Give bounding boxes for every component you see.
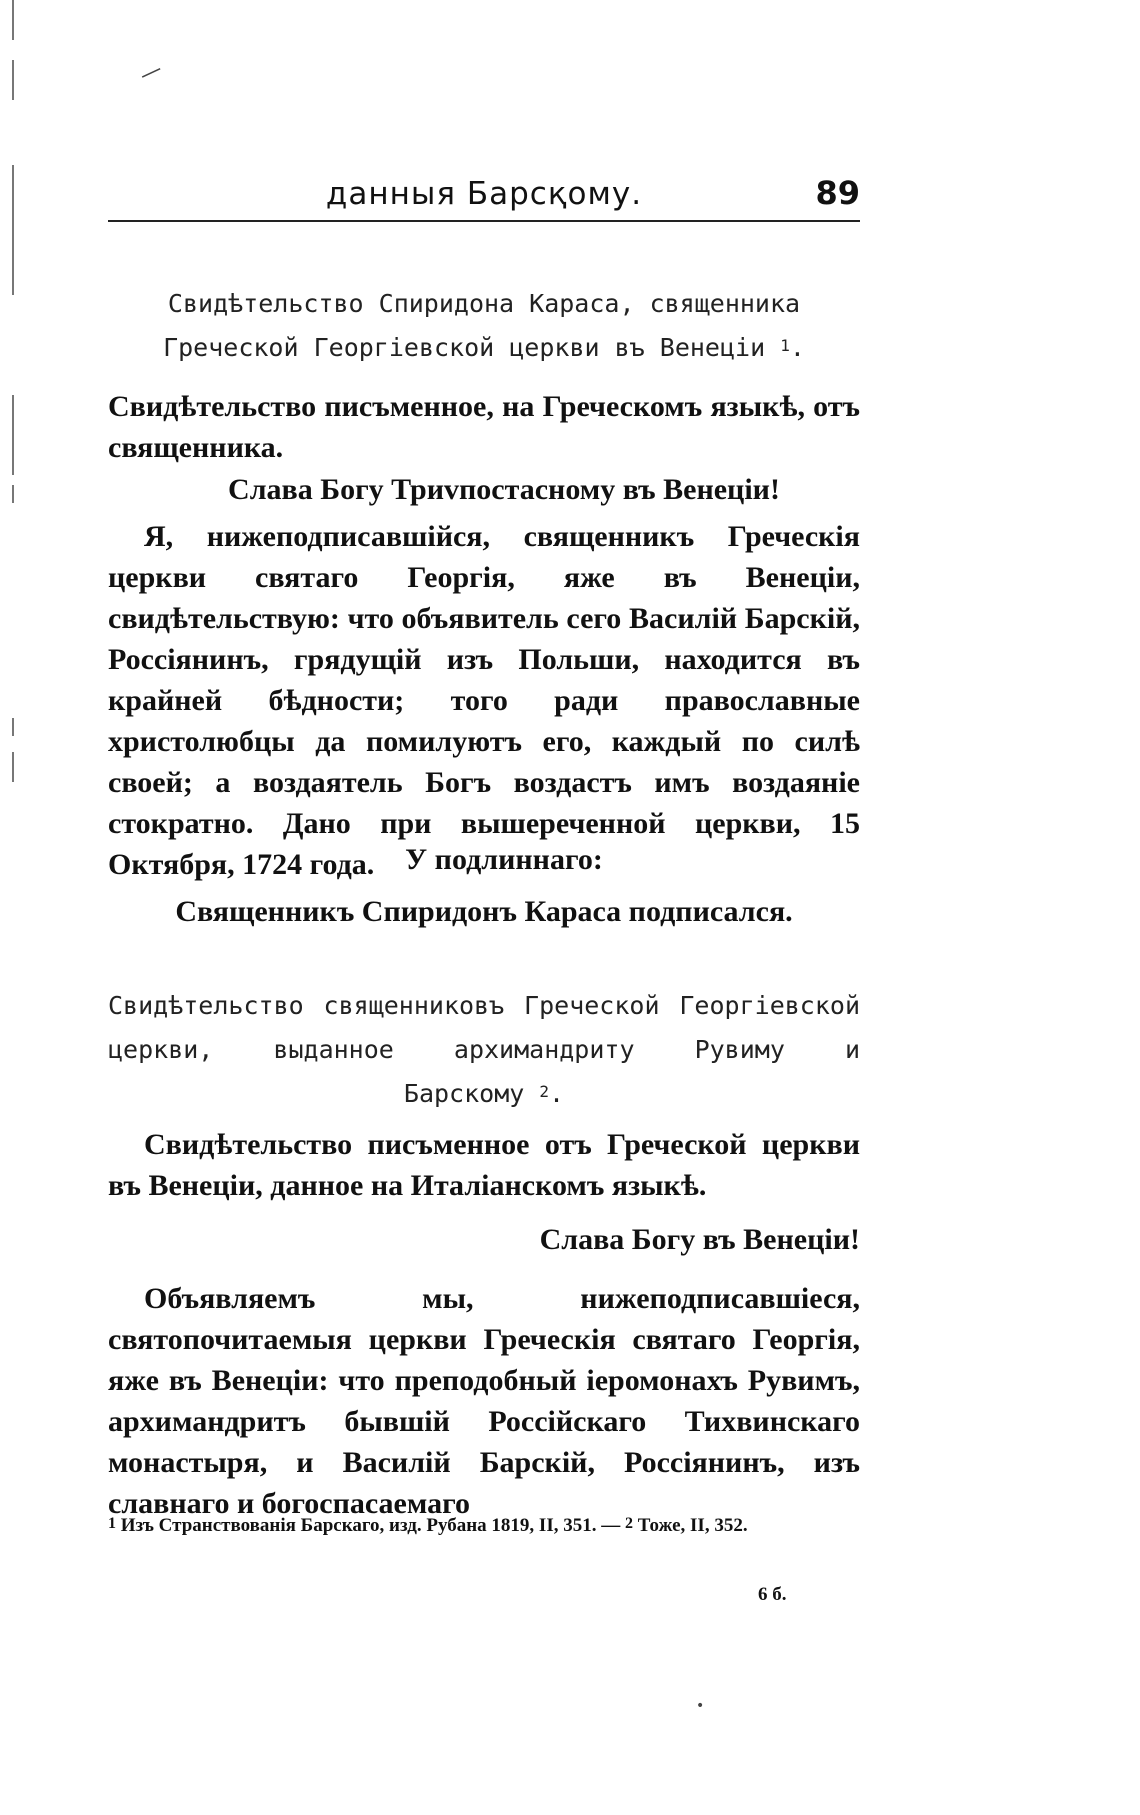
margin-tick <box>12 60 14 100</box>
section2-salutation: Слава Богу въ Венеціи! <box>539 1223 860 1256</box>
section1-signed: Священникъ Спиридонъ Караса подписался. <box>175 895 793 928</box>
section1-heading-end: . <box>789 333 805 362</box>
margin-tick <box>12 718 14 736</box>
section1-attestation: У подлиннаго: <box>405 843 603 876</box>
footnotes <box>108 1510 860 1542</box>
stray-pen-mark: — <box>135 56 167 89</box>
running-head <box>108 172 860 222</box>
signature-mark: 6 б. <box>758 1584 787 1605</box>
section2-heading <box>108 984 860 1116</box>
section1-heading <box>108 282 860 370</box>
section2-heading-end: . <box>549 1079 565 1108</box>
section1-body: Я, нижеподписавшійся, священникъ Греческія церкви святаго Георгія, яже въ Венеціи, свидѣтельствую: что объявитель сего Василій Барскій, Россіянинъ, грядущій изъ Польши, находится въ крайней бѣдности; того ради православные христолюбцы да помилуютъ его, каждый по силѣ своей; а воздаятель Богъ воздастъ имъ воздаяніе стократно. Дано при вышереченной церкви, 15 Октября, 1724 года. <box>108 520 860 881</box>
section2-heading-text: Барскому <box>403 1079 525 1108</box>
footnote-ref-1[interactable]: 1 <box>780 336 790 355</box>
section2-intro: Свидѣтельство писъменное отъ Греческой церкви въ Венеціи, данное на Италіанскомъ языкѣ. <box>108 1128 860 1202</box>
margin-tick <box>12 0 14 40</box>
footnote-ref-2[interactable]: 2 <box>539 1082 550 1101</box>
section2-heading-line1: Свидѣтельство священниковъ Греческой Георгіевской церкви, выданное архимандриту Рувиму и <box>108 991 860 1064</box>
section1-salutation: Слава Богу Триvпостасному въ Венеціи! <box>228 473 780 506</box>
margin-tick <box>12 165 14 295</box>
stray-dot: • <box>696 1698 705 1714</box>
section1-heading-line1: Свидѣтельство Спиридона Караса, священника <box>167 289 801 318</box>
margin-tick <box>12 752 14 782</box>
section1-intro: Свидѣтельство писъменное, на Греческомъ языкѣ, отъ священника. <box>108 390 860 464</box>
footnote-mark-2: 2 <box>624 1515 633 1532</box>
page-number: 89 <box>815 174 860 212</box>
footnote-1: Изъ Странствованія Барскаго, изд. Рубана 1819, II, 351. — <box>120 1515 621 1536</box>
running-title: данныя Барсқому. <box>325 176 643 212</box>
section1-heading-text: Греческой Георгіевской церкви въ Венеціи <box>163 333 766 362</box>
footnote-mark-1: 1 <box>108 1515 116 1532</box>
section2-body: Объявляемъ мы, нижеподписавшіеся, святопочитаемыя церкви Греческія святаго Георгія, яже въ Венеціи: что преподобный іеромонахъ Рувимъ, архимандритъ бывшій Россійскаго Тихвинскаго монастыря, и Василій Барскій, Россіянинъ, изъ славнаго и богоспасаемаго <box>108 1282 860 1520</box>
margin-tick <box>12 485 14 503</box>
margin-tick <box>12 395 14 475</box>
footnote-2: Тоже, II, 352. <box>637 1515 748 1536</box>
section2-heading-line2 <box>108 1072 860 1116</box>
section1-heading-line2 <box>108 326 860 370</box>
